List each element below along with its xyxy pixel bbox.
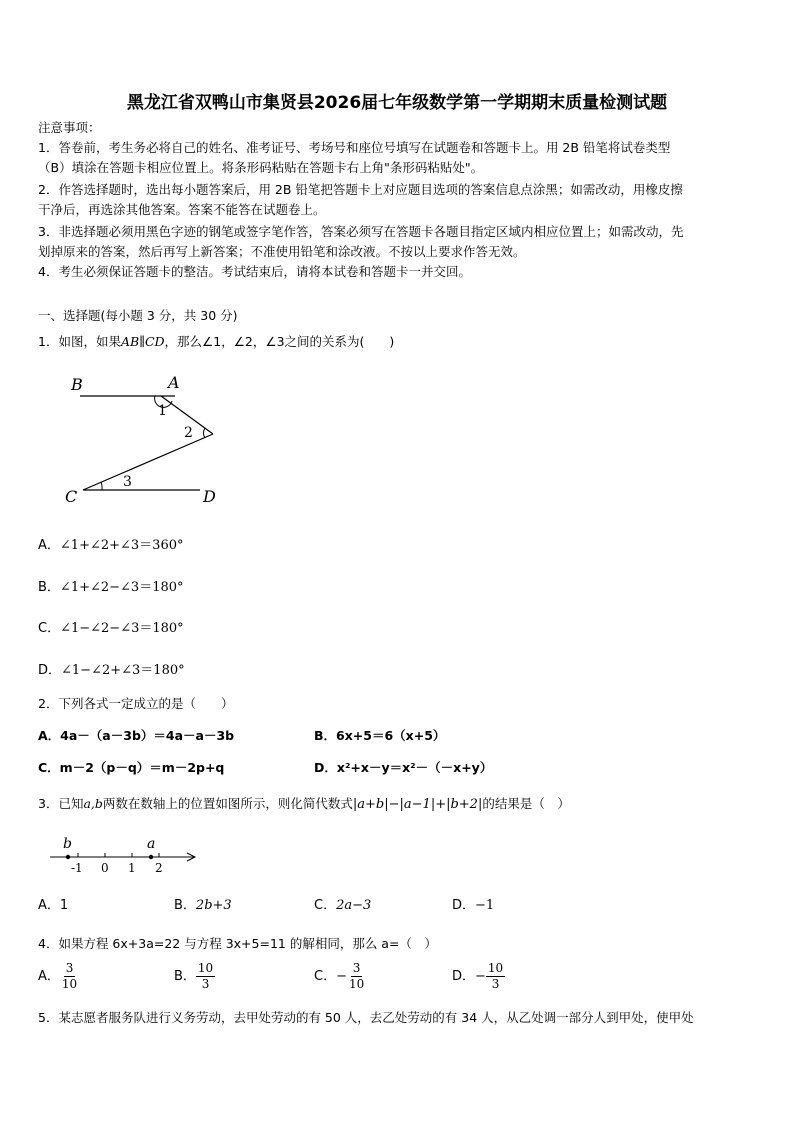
label-d: D (203, 487, 216, 506)
tick-label-minus-1: -1 (71, 861, 83, 875)
q4-option-d-denominator: 3 (491, 977, 500, 991)
q3-option-a: A．1 (38, 898, 69, 913)
q2-option-d: D．x²+x－y＝x²－（－x+y） (314, 760, 493, 775)
tick-label-2: 2 (155, 861, 163, 875)
q4-option-c-fraction (347, 961, 366, 992)
label-angle-1: 1 (158, 403, 167, 419)
q3-option-c-label: C． (314, 898, 337, 913)
q3-option-d-expr: −1 (475, 898, 495, 913)
q1-option-d (38, 659, 185, 678)
arc-angle-2 (203, 428, 205, 438)
q4-option-c-label: C． (314, 969, 337, 984)
q3-stem-c: 的结果是（ ） (482, 796, 570, 811)
q2-option-a: A．4a－（a－3b）＝4a－a－3b (38, 728, 235, 743)
q3-stem-a: 3．已知 (38, 796, 84, 811)
q4-option-b-fraction (196, 961, 215, 992)
question-3-stem (38, 794, 570, 815)
q4-option-d (452, 961, 505, 992)
q4-option-c-sign: − (336, 969, 347, 984)
q1-option-d-label: D． (38, 663, 62, 678)
section-1-heading: 一、选择题(每小题 3 分，共 30 分) (38, 308, 238, 323)
q3-option-b (174, 894, 232, 913)
label-b: B (71, 375, 83, 394)
q4-option-b-label: B． (174, 969, 196, 984)
q1-option-a (38, 534, 184, 553)
q1-figure (55, 368, 235, 513)
label-a: A (168, 373, 180, 392)
q4-option-d-fraction (486, 961, 505, 992)
q1-prefix: 1．如图，如果 (38, 334, 121, 349)
question-1-stem (38, 332, 394, 352)
label-angle-3: 3 (123, 474, 132, 490)
q3-number-line (46, 832, 206, 878)
note-2-line-2: 干净后，再选涂其他答案。答案不能答在试题卷上。 (38, 202, 326, 217)
q1-option-a-label: A． (38, 538, 60, 553)
q3-option-c (314, 894, 371, 913)
q4-option-d-label: D． (452, 969, 476, 984)
q3-stem-b: 两数在数轴上的位置如图所示，则化简代数式 (102, 796, 353, 811)
q3-option-b-label: B． (174, 898, 196, 913)
point-a (149, 855, 153, 859)
q1-option-b-label: B． (38, 580, 60, 595)
q1-option-c-expr: ∠1−∠2−∠3＝180° (60, 621, 184, 636)
q1-option-b-expr: ∠1+∠2−∠3＝180° (59, 580, 184, 595)
question-5-stem: 5．某志愿者服务队进行义务劳动，去甲处劳动的有 50 人，去乙处劳动的有 34 人，从乙处调一部分人到甲处，使甲处 (38, 1010, 694, 1025)
point-b (66, 855, 70, 859)
q1-option-d-expr: ∠1−∠2+∠3＝180° (61, 663, 185, 678)
label-point-a: a (147, 836, 156, 852)
q4-option-a-fraction (60, 961, 79, 992)
note-1-line-2: （B）填涂在答题卡相应位置上。将条形码粘贴在答题卡右上角"条形码粘贴处"。 (38, 160, 484, 175)
q2-option-c: C．m－2（p－q）＝m－2p+q (38, 760, 225, 775)
q3-expression: |a+b|−|a−1|+|b+2| (352, 797, 483, 812)
note-3-line-1: 3．非选择题必须用黑色字迹的钢笔或签字笔作答，答案必须写在答题卡各题目指定区域内相应位置上；如需改动，先 (38, 224, 684, 239)
q4-option-b (174, 961, 215, 992)
page-title: 黑龙江省双鸭山市集贤县2026届七年级数学第一学期期末质量检测试题 (126, 93, 668, 113)
q3-vars: a,b (83, 796, 103, 811)
q1-option-a-expr: ∠1+∠2+∠3＝360° (59, 538, 184, 553)
q3-option-d (452, 894, 494, 913)
note-3-line-2: 划掉原来的答案，然后再写上新答案；不准使用铅笔和涂改液。不按以上要求作答无效。 (38, 244, 526, 259)
note-1-line-1: 1．答卷前，考生务必将自己的姓名、准考证号、考场号和座位号填写在试题卷和答题卡上。用 2B 铅笔将试卷类型 (38, 140, 671, 155)
tick-label-1: 1 (128, 861, 136, 875)
q1-option-c-label: C． (38, 621, 61, 636)
q4-option-c-numerator: 3 (352, 961, 361, 975)
q4-option-d-sign: − (475, 969, 486, 984)
arc-angle-3 (101, 482, 102, 490)
q4-option-c (314, 961, 366, 992)
q4-option-a-numerator: 3 (65, 961, 74, 975)
q4-option-a (38, 961, 79, 992)
q1-option-c (38, 617, 184, 636)
q4-option-d-numerator: 10 (487, 961, 504, 975)
label-angle-2: 2 (184, 425, 193, 441)
q4-option-a-label: A． (38, 969, 60, 984)
note-2-line-1: 2．作答选择题时，选出每小题答案后，用 2B 铅笔把答题卡上对应题目选项的答案信息点涂黑；如需改动，用橡皮擦 (38, 182, 683, 197)
notes-heading: 注意事项： (38, 120, 101, 135)
q4-option-c-denominator: 10 (348, 977, 365, 991)
q2-option-b: B．6x+5＝6（x+5） (314, 728, 446, 743)
label-point-b: b (63, 836, 72, 852)
q4-option-a-denominator: 10 (61, 977, 78, 991)
note-4: 4．考生必须保证答题卡的整洁。考试结束后，请将本试卷和答题卡一并交回。 (38, 264, 471, 279)
q3-option-c-expr: 2a−3 (336, 898, 372, 913)
q1-option-b (38, 576, 184, 595)
q3-option-b-expr: 2b+3 (195, 898, 232, 913)
line-vertex-c (83, 434, 213, 490)
tick-label-0: 0 (101, 861, 109, 875)
q3-option-d-label: D． (452, 898, 476, 913)
q4-option-b-denominator: 3 (201, 977, 210, 991)
label-c: C (65, 487, 78, 506)
q1-suffix: ，那么∠1，∠2，∠3之间的关系为( ) (164, 334, 395, 349)
question-2-stem: 2．下列各式一定成立的是（ ） (38, 696, 234, 711)
question-4-stem: 4．如果方程 6x+3a=22 与方程 3x+5=11 的解相同，那么 a=（ ） (38, 936, 437, 951)
q4-option-b-numerator: 10 (197, 961, 214, 975)
q1-condition: AB∥CD (120, 334, 165, 349)
